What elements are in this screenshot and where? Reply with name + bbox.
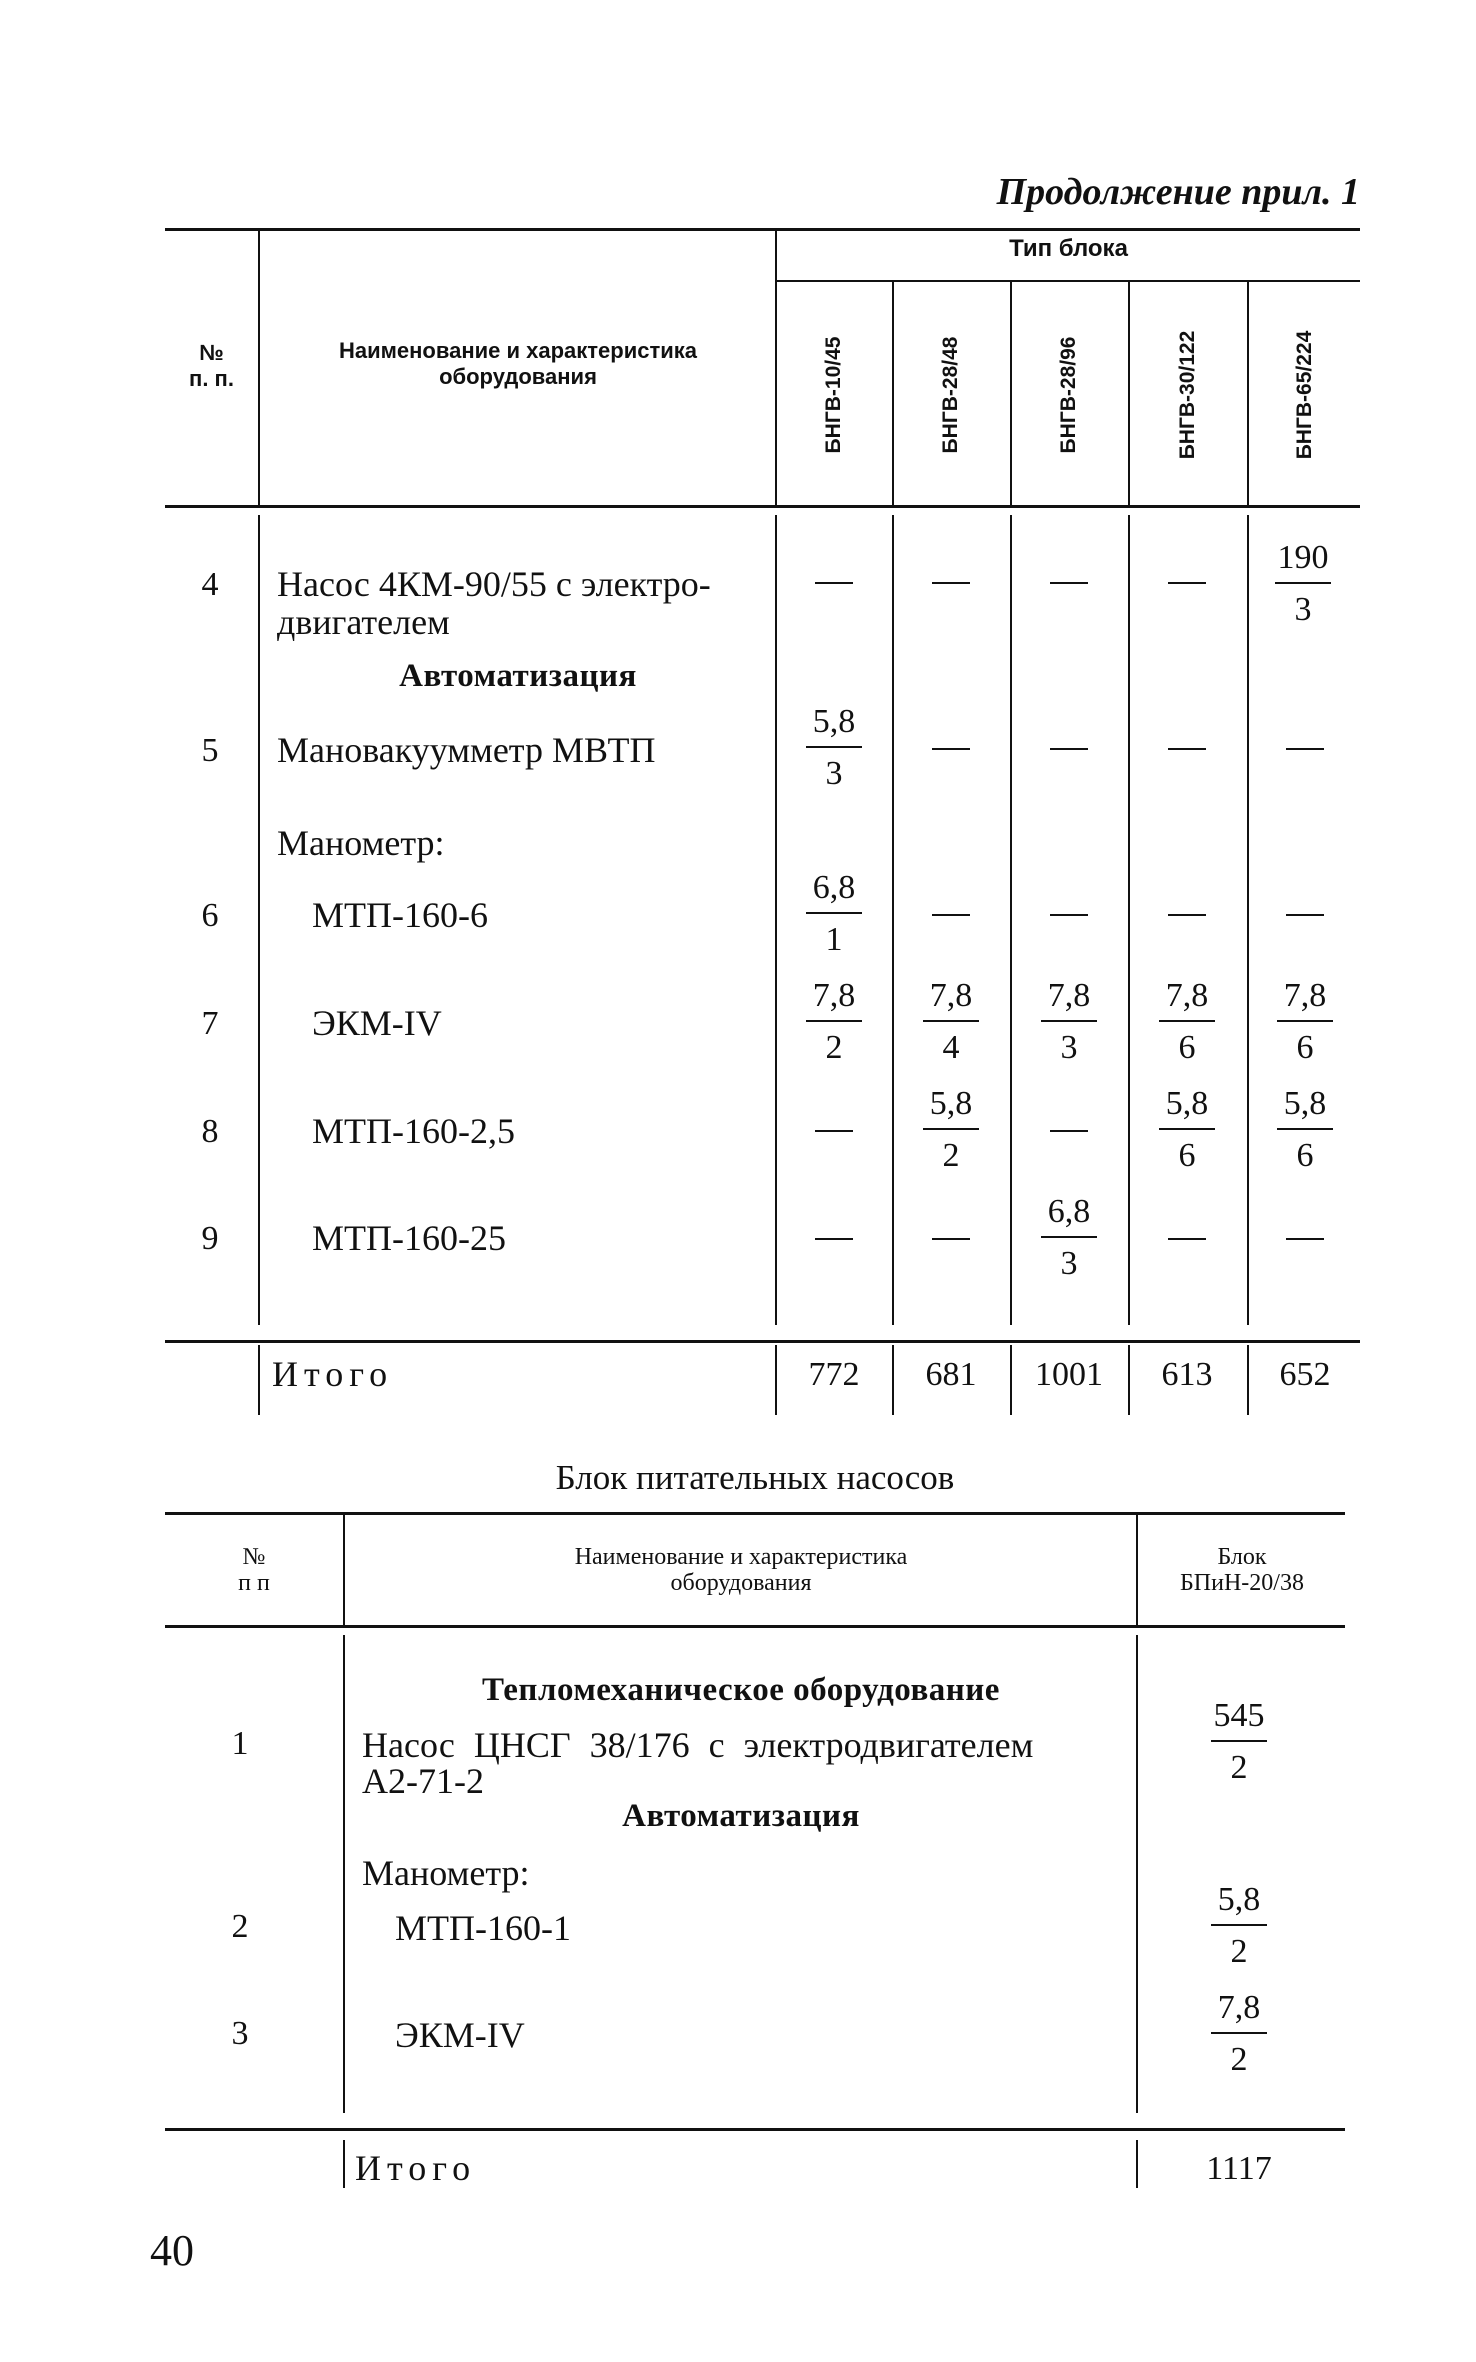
fraction-bar	[1041, 1236, 1097, 1238]
fraction-cell	[789, 700, 879, 796]
empty-dash	[1286, 914, 1324, 916]
num-header-symbol: №	[242, 1544, 266, 1570]
table1-vline	[892, 515, 894, 1325]
table2-vline	[1136, 1635, 1138, 2113]
fraction-numerator: 6,8	[812, 869, 856, 906]
fraction-bar	[1159, 1020, 1215, 1022]
section-heading-automation: Автоматизация	[622, 1798, 860, 1834]
fraction-bar	[806, 912, 862, 914]
fraction-denominator: 3	[1060, 1245, 1078, 1282]
block-header-line2: БПиН-20/38	[1180, 1570, 1304, 1596]
fraction-cell	[1258, 536, 1348, 632]
table1-type-rule	[775, 280, 1360, 282]
total-value: 652	[1279, 1356, 1331, 1393]
group-label-manometer: Манометр:	[277, 823, 445, 863]
table1-vline	[1128, 280, 1130, 505]
block-header-line1: Блок	[1217, 1544, 1267, 1570]
num-header-abbr: п п	[238, 1570, 270, 1596]
empty-dash	[1050, 748, 1088, 750]
fraction-denominator: 2	[1230, 1749, 1248, 1786]
table1-vline	[892, 280, 894, 505]
row-name: Насос ЦНСГ 38/176 с электродвигателем	[362, 1725, 1034, 1765]
table1-vline	[1010, 515, 1012, 1325]
fraction-bar	[1211, 1924, 1267, 1926]
group-label-manometer: Манометр:	[362, 1853, 530, 1893]
empty-dash	[815, 1130, 853, 1132]
fraction-denominator: 2	[942, 1137, 960, 1174]
section-heading-automation: Автоматизация	[399, 658, 637, 694]
col-header-bngv-30-122: БНГВ-30/122	[1176, 330, 1199, 460]
fraction-denominator: 6	[1178, 1137, 1196, 1174]
col-header-bngv-28-48: БНГВ-28/48	[939, 336, 962, 454]
table2-top-rule	[165, 1512, 1345, 1515]
empty-dash	[1168, 582, 1206, 584]
fraction-bar	[1041, 1020, 1097, 1022]
fraction-bar	[1211, 2032, 1267, 2034]
fraction-denominator: 6	[1296, 1137, 1314, 1174]
fraction-cell	[1194, 1878, 1284, 1974]
fraction-cell	[1194, 1694, 1284, 1790]
fraction-cell	[1024, 1190, 1114, 1286]
fraction-numerator: 5,8	[1165, 1085, 1209, 1122]
table2-block-header	[1139, 1544, 1345, 1596]
fraction-bar	[1211, 1740, 1267, 1742]
fraction-numerator: 7,8	[929, 977, 973, 1014]
table2-vline	[1136, 1515, 1138, 1625]
row-number: 4	[201, 566, 219, 603]
row-name: МТП-160-2,5	[312, 1111, 515, 1151]
empty-dash	[932, 748, 970, 750]
empty-dash	[1050, 914, 1088, 916]
fraction-denominator: 6	[1178, 1029, 1196, 1066]
fraction-numerator: 6,8	[1047, 1193, 1091, 1230]
empty-dash	[1168, 748, 1206, 750]
fraction-denominator: 1	[825, 921, 843, 958]
total-value: 681	[925, 1356, 977, 1393]
fraction-denominator: 4	[942, 1029, 960, 1066]
table1-vline	[1247, 280, 1249, 505]
empty-dash	[815, 1238, 853, 1240]
fraction-denominator: 6	[1296, 1029, 1314, 1066]
fraction-cell	[1142, 974, 1232, 1070]
table1-total-label: Итого	[272, 1354, 394, 1394]
col-header-bngv-28-96: БНГВ-28/96	[1057, 336, 1080, 454]
table1-vline	[1010, 1345, 1012, 1415]
fraction-cell	[1194, 1986, 1284, 2082]
row-number: 9	[201, 1220, 219, 1257]
table1-vline	[258, 515, 260, 1325]
page-number: 40	[150, 2226, 194, 2275]
fraction-cell	[1024, 974, 1114, 1070]
table1-vline	[775, 1345, 777, 1415]
row-number: 3	[231, 2015, 249, 2052]
empty-dash	[1050, 582, 1088, 584]
row-name: Мановакуумметр МВТП	[277, 730, 656, 770]
table2-header-rule	[165, 1625, 1345, 1628]
row-name: ЭКМ-IV	[395, 2015, 525, 2055]
col-header-bngv-10-45: БНГВ-10/45	[822, 336, 845, 454]
empty-dash	[1168, 1238, 1206, 1240]
fraction-bar	[806, 746, 862, 748]
table2-vline	[343, 1515, 345, 1625]
table2-vline	[343, 1635, 345, 2113]
table2-vline	[1136, 2140, 1138, 2188]
table2-name-header	[346, 1544, 1136, 1596]
table1-num-header	[165, 340, 258, 392]
row-name: МТП-160-25	[312, 1218, 506, 1258]
fraction-numerator: 5,8	[1217, 1881, 1261, 1918]
empty-dash	[932, 582, 970, 584]
empty-dash	[932, 1238, 970, 1240]
table2-total-label: Итого	[355, 2148, 477, 2188]
fraction-denominator: 2	[1230, 2041, 1248, 2078]
table2-num-header	[165, 1544, 343, 1596]
name-header-line2: оборудования	[439, 364, 597, 389]
total-value: 613	[1161, 1356, 1213, 1393]
fraction-numerator: 5,8	[929, 1085, 973, 1122]
empty-dash	[1286, 1238, 1324, 1240]
fraction-bar	[806, 1020, 862, 1022]
total-value: 1117	[1206, 2150, 1272, 2187]
table1-vline	[775, 228, 777, 505]
fraction-numerator: 7,8	[1283, 977, 1327, 1014]
name-header-line1: Наименование и характеристика	[574, 1544, 908, 1570]
fraction-denominator: 2	[1230, 1933, 1248, 1970]
table2-title: Блок питательных насосов	[555, 1458, 955, 1497]
row-number: 7	[201, 1005, 219, 1042]
table1-vline	[775, 515, 777, 1325]
name-header-line2: оборудования	[670, 1570, 812, 1596]
empty-dash	[1050, 1130, 1088, 1132]
fraction-denominator: 3	[1060, 1029, 1078, 1066]
table1-vline	[892, 1345, 894, 1415]
table2-vline	[343, 2140, 345, 2188]
fraction-numerator: 7,8	[1217, 1989, 1261, 2026]
table1-vline	[1247, 1345, 1249, 1415]
fraction-denominator: 2	[825, 1029, 843, 1066]
table1-vline	[1128, 1345, 1130, 1415]
empty-dash	[1168, 914, 1206, 916]
total-value: 772	[808, 1356, 860, 1393]
fraction-numerator: 7,8	[1165, 977, 1209, 1014]
fraction-bar	[1275, 582, 1331, 584]
table1-vline	[258, 228, 260, 505]
fraction-numerator: 7,8	[1047, 977, 1091, 1014]
table1-vline	[1010, 280, 1012, 505]
fraction-cell	[789, 974, 879, 1070]
fraction-cell	[906, 974, 996, 1070]
fraction-bar	[1277, 1128, 1333, 1130]
total-value: 1001	[1035, 1356, 1103, 1393]
fraction-denominator: 3	[1294, 591, 1312, 628]
fraction-numerator: 5,8	[812, 703, 856, 740]
fraction-numerator: 5,8	[1283, 1085, 1327, 1122]
fraction-cell	[1142, 1082, 1232, 1178]
row-name-cont: двигателем	[277, 602, 450, 642]
row-name: МТП-160-6	[312, 895, 488, 935]
row-number: 2	[231, 1908, 249, 1945]
empty-dash	[815, 582, 853, 584]
table1-header-rule	[165, 505, 1360, 508]
fraction-denominator: 3	[825, 755, 843, 792]
table1-name-header	[262, 338, 774, 390]
row-number: 6	[201, 897, 219, 934]
fraction-numerator: 190	[1277, 539, 1329, 576]
row-name: Насос 4КМ-90/55 с электро-	[277, 564, 711, 604]
fraction-bar	[1159, 1128, 1215, 1130]
row-number: 8	[201, 1113, 219, 1150]
fraction-bar	[923, 1128, 979, 1130]
block-type-header: Тип блока	[1009, 235, 1128, 262]
row-name: МТП-160-1	[395, 1908, 571, 1948]
row-name: ЭКМ-IV	[312, 1003, 442, 1043]
fraction-cell	[1260, 974, 1350, 1070]
table1-vline	[1128, 515, 1130, 1325]
col-header-bngv-65-224: БНГВ-65/224	[1293, 330, 1316, 460]
num-header-symbol: №	[199, 340, 224, 365]
fraction-cell	[789, 866, 879, 962]
fraction-cell	[906, 1082, 996, 1178]
fraction-numerator: 545	[1213, 1697, 1265, 1734]
row-number: 1	[231, 1725, 249, 1762]
empty-dash	[1286, 748, 1324, 750]
fraction-bar	[923, 1020, 979, 1022]
continuation-caption: Продолжение прил. 1	[996, 171, 1360, 213]
row-number: 5	[201, 732, 219, 769]
fraction-bar	[1277, 1020, 1333, 1022]
table2-bottom-rule	[165, 2128, 1345, 2131]
empty-dash	[932, 914, 970, 916]
row-name-cont: А2-71-2	[362, 1761, 484, 1801]
table1-bottom-rule	[165, 1340, 1360, 1343]
fraction-cell	[1260, 1082, 1350, 1178]
table1-top-rule	[165, 228, 1360, 231]
section-heading-thermomechanical: Тепломеханическое оборудование	[482, 1672, 1000, 1708]
table1-vline	[1247, 515, 1249, 1325]
num-header-abbr: п. п.	[189, 366, 234, 391]
table1-vline	[258, 1345, 260, 1415]
fraction-numerator: 7,8	[812, 977, 856, 1014]
name-header-line1: Наименование и характеристика	[338, 338, 698, 363]
